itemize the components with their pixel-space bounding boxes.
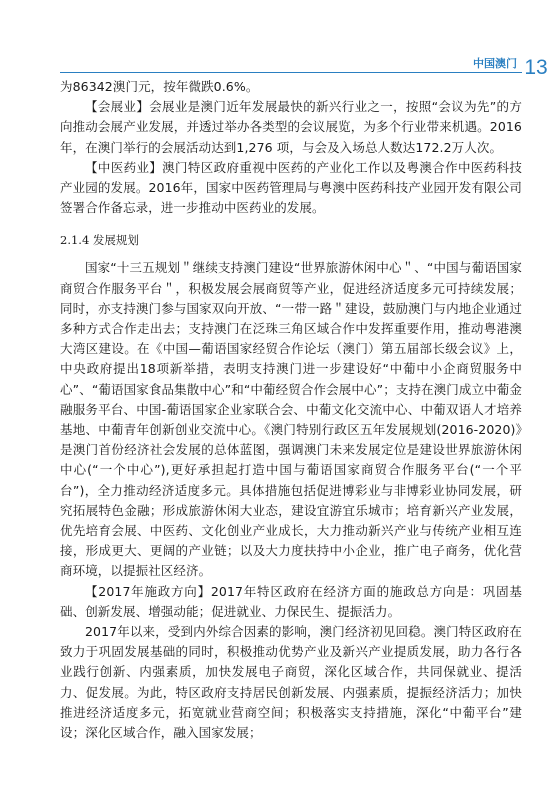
paragraph-text: 国家“十三五规划＂继续支持澳门建设“世界旅游休闲中心＂、“中国与葡语国家商贸合作服务平台＂，积极发展会展商贸等产业，促进经济适度多元可持续发展；同时，亦支持澳门参与国家双向开放、“一带一路＂建设，鼓励澳门与内地企业通过多种方式合作走出去；支持澳门在泛珠三角区域合作中发挥重要作用，推动粤港澳大湾区建设。在《中国—葡语国家经贸合作论坛（澳门）第五届部长级会议》上，中央政府提出18项新举措，表明支持澳门进一步建设好“中葡中小企商贸服务中心”、“葡语国家食品集散中心”和“中葡经贸合作会展中心”；支持在澳门成立中葡金融服务平台、中国-葡语国家企业家联合会、中葡文化交流中心、中葡双语人才培养基地、中葡青年创新创业交流中心。《澳门特别行政区五年发展规划(2016-2020)》是澳门首份经济社会发展的总体蓝图，强调澳门未来发展定位是建设世界旅游休闲中心(“一个中心”),更好承担起打造中国与葡语国家商贸合作服务平台(“一个平台”)，全力推动经济适度多元。具体措施包括促进博彩业与非博彩业协同发展，研究拓展特色金融；形成旅游休闲大业态，建设宜游宜乐城市；培育新兴产业发展，优先培育会展、中医药、文化创业产业成长，大力推动新兴产业与传统产业相互连接，形成更大、更阔的产业链；以及大力度扶持中小企业，推广电子商务，优化营商环境，以提振社区经济。: [60, 260, 522, 579]
paragraph-text: 2017年以来，受到内外综合因素的影响，澳门经济初见回稳。澳门特区政府在致力于巩固发展基础的同时，积极推动优势产业及新兴产业提质发展，助力各行各业践行创新、内强素质，加快发展电子商贸，深化区域合作，共同保就业、提活力、促发展。为此，特区政府支持居民创新发展、内强素质，提振经济活力；加快推进经济适度多元，拓宽就业营商空间；积极落实支持措施，深化“中葡平台”建设；深化区域合作，融入国家发展；: [60, 624, 522, 741]
page-number: 13: [524, 56, 548, 79]
section-label: 中国澳门: [473, 57, 517, 70]
paragraph-text: 2017年特区政府在经济方面的施政总方向是：巩固基础、创新发展、增强动能；促进就业、力保民生、提振活力。: [60, 583, 523, 619]
paragraph-text: 为86342澳门元，按年微跌0.6%。: [60, 79, 259, 94]
paragraph-national-plan: [60, 258, 522, 581]
paragraph-text: 会展业是澳门近年发展最快的新兴行业之一，按照“会议为先”的方向推动会展产业发展，并透过举办各类型的会议展览，为多个行业带来机遇。2016年，在澳门举行的会展活动达到1,276 项，与会及入场总人数达172.2万人次。: [60, 99, 522, 155]
paragraph-continuation: [60, 77, 522, 97]
paragraph-economy-2017: [60, 622, 522, 743]
paragraph-tag: 【中医药业】: [85, 159, 163, 175]
section-heading: 2.1.4 发展规划: [60, 233, 139, 248]
paragraph-convention-industry: [60, 97, 522, 158]
paragraph-tag: 【会展业】: [85, 99, 150, 115]
paragraph-text: 澳门特区政府重视中医药的产业化工作以及粤澳合作中医药科技产业园的发展。2016年，国家中医药管理局与粤澳中医药科技产业园开发有限公司签署合作备忘录，进一步推动中医药业的发展。: [60, 159, 522, 216]
header-rule: [60, 72, 522, 73]
paragraph-tcm-industry: [60, 158, 522, 219]
paragraph-tag: 【2017年施政方向】: [85, 583, 211, 599]
page-body: [60, 77, 522, 743]
paragraph-policy-direction: [60, 582, 522, 622]
